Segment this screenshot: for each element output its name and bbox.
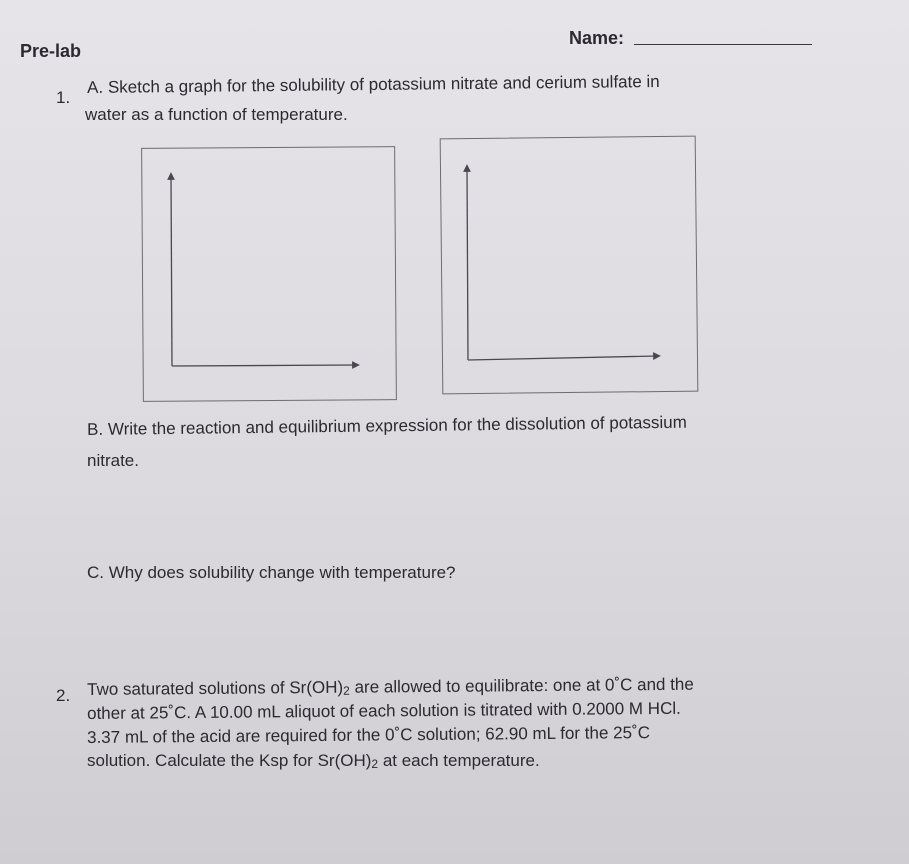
question-2-text-line-3: 3.37 mL of the acid are required for the 0˚C solution; 62.90 mL for the 25˚C — [87, 723, 651, 747]
graph-2-x-axis — [468, 356, 657, 360]
question-1b-text-line-1: B. Write the reaction and equilibrium expression for the dissolution of potassium — [87, 412, 687, 439]
graph-1-x-axis — [172, 365, 356, 366]
question-2-text-line-4: solution. Calculate the Ksp for $Sr(OH)_2$ at each temperature. — [87, 751, 540, 771]
graph-1-y-axis — [171, 176, 172, 366]
graph-2-y-axis — [467, 168, 468, 360]
question-1a-text-line-1: A. Sketch a graph for the solubility of potassium nitrate and cerium sulfate in — [87, 72, 660, 97]
question-1-number: 1. — [56, 88, 71, 107]
question-1a-text-line-2: water as a function of temperature. — [85, 105, 348, 124]
name-label: Name: — [569, 28, 625, 48]
question-2-text-line-1: Two saturated solutions of $Sr(OH)_2$ are allowed to equilibrate: one at 0˚C and the — [87, 674, 694, 699]
question-2-number: 2. — [56, 686, 71, 705]
question-2-text-line-2: other at 25˚C. A 10.00 mL aliquot of each solution is titrated with 0.2000 M HCl. — [87, 698, 681, 723]
question-1b-text-line-2: nitrate. — [87, 451, 139, 470]
page-title: Pre-lab — [20, 41, 82, 61]
question-1c-text: C. Why does solubility change with temperature? — [87, 563, 456, 582]
